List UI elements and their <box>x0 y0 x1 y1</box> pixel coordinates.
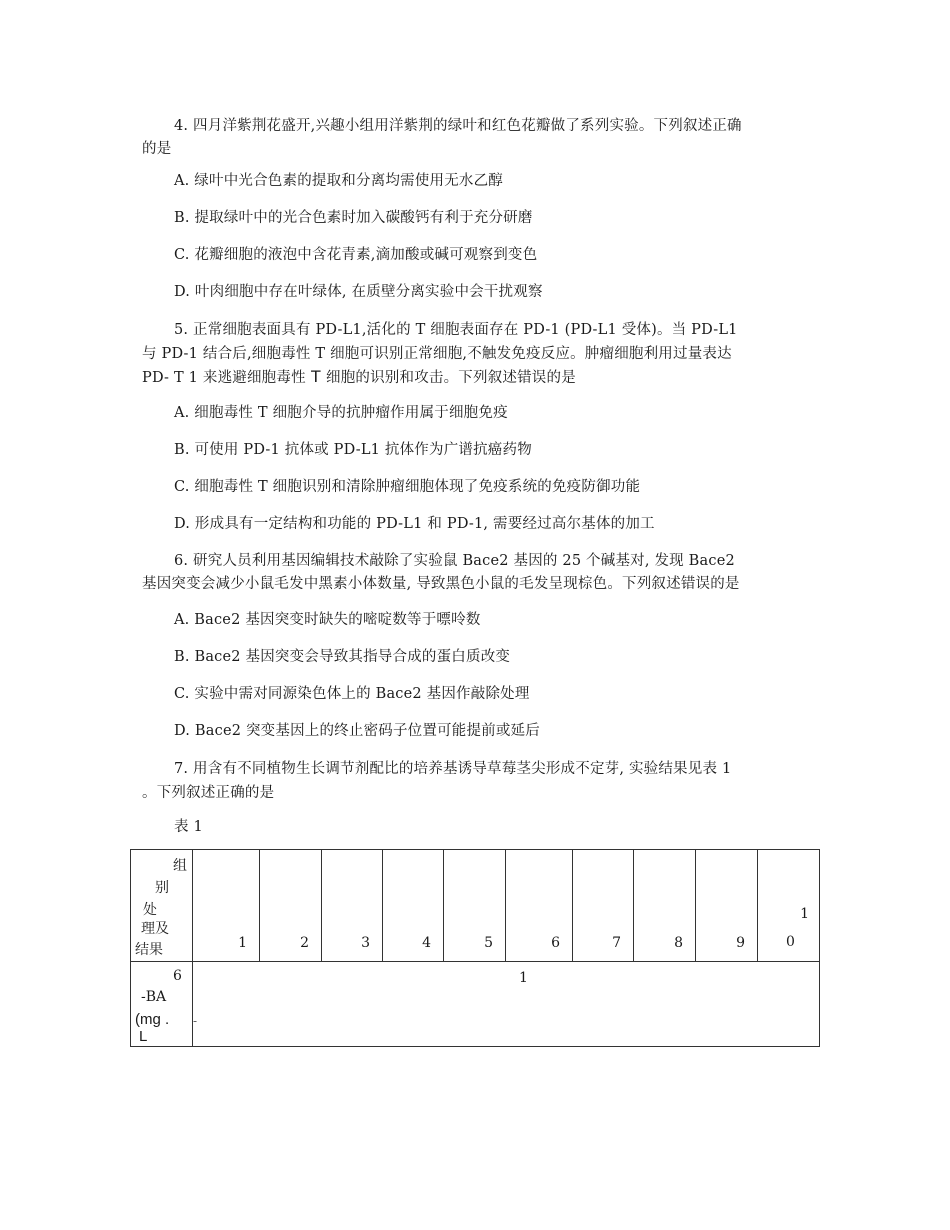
header-label-line4: 理及 <box>141 921 169 937</box>
group-cell-10 <box>758 850 820 962</box>
row-label-line1: 6 <box>173 968 182 984</box>
group-number-10-part2: 0 <box>786 934 795 950</box>
table-row <box>131 962 820 1047</box>
q5-option-a: A. 细胞毒性 T 细胞介导的抗肿瘤作用属于细胞免疫 <box>174 405 508 421</box>
header-label-cell <box>131 850 193 962</box>
group-number: 2 <box>300 935 309 951</box>
q7-stem-line2: 。下列叙述正确的是 <box>142 785 275 801</box>
group-cell <box>322 850 383 962</box>
group-cell <box>444 850 506 962</box>
row-label-line2: -BA <box>141 989 167 1005</box>
header-label-line2: 别 <box>155 880 169 896</box>
q5-stem-line3-part-b: 细胞的识别和攻击。下列叙述错误的是 <box>321 370 576 386</box>
q6-stem-line1: 6. 研究人员利用基因编辑技术敲除了实验鼠 Bace2 基因的 25 个碱基对, 发现 Bace2 <box>174 553 735 569</box>
q5-stem-line3-big-t: T <box>310 367 322 386</box>
q4-option-b: B. 提取绿叶中的光合色素时加入碳酸钙有利于充分研磨 <box>174 210 533 226</box>
row-label-line3: (mg . <box>135 1011 170 1028</box>
header-label-line1: 组 <box>173 858 187 874</box>
group-number: 5 <box>484 935 493 951</box>
group-cell <box>383 850 444 962</box>
group-number: 1 <box>238 935 247 951</box>
header-label-line5: 结果 <box>135 942 163 958</box>
row-value: 1 <box>519 970 528 986</box>
q5-option-b: B. 可使用 PD-1 抗体或 PD-L1 抗体作为广谱抗癌药物 <box>174 442 532 458</box>
group-cell <box>634 850 696 962</box>
group-cell <box>506 850 573 962</box>
q4-stem-line1: 4. 四月洋紫荆花盛开,兴趣小组用洋紫荆的绿叶和红色花瓣做了系列实验。下列叙述正确 <box>174 118 742 134</box>
q6-option-a: A. Bace2 基因突变时缺失的嘧啶数等于嘌呤数 <box>174 612 481 628</box>
group-cell <box>193 850 260 962</box>
group-number: 7 <box>612 935 621 951</box>
row-label-line4: L <box>139 1028 148 1045</box>
q6-stem-line2: 基因突变会减少小鼠毛发中黑素小体数量, 导致黑色小鼠的毛发呈现棕色。下列叙述错误的是 <box>142 576 740 592</box>
row-value-cell <box>193 962 820 1047</box>
group-number: 6 <box>551 935 560 951</box>
group-cell <box>696 850 758 962</box>
q4-option-d: D. 叶肉细胞中存在叶绿体, 在质壁分离实验中会干扰观察 <box>174 284 543 300</box>
q5-stem-line2: 与 PD-1 结合后,细胞毒性 T 细胞可识别正常细胞,不触发免疫反应。肿瘤细胞利用过量表达 <box>142 346 732 362</box>
q5-option-c: C. 细胞毒性 T 细胞识别和清除肿瘤细胞体现了免疫系统的免疫防御功能 <box>174 479 641 495</box>
q6-option-b: B. Bace2 基因突变会导致其指导合成的蛋白质改变 <box>174 649 511 665</box>
group-cell <box>573 850 634 962</box>
q4-stem-line2: 的是 <box>142 141 172 157</box>
group-number-10-part1: 1 <box>800 906 809 922</box>
header-label-line3: 处 <box>143 902 157 918</box>
q6-option-c: C. 实验中需对同源染色体上的 Bace2 基因作敲除处理 <box>174 686 530 702</box>
row-label-cell <box>131 962 193 1047</box>
q5-stem-line3 <box>142 367 576 388</box>
group-number: 8 <box>674 935 683 951</box>
group-number: 9 <box>736 935 745 951</box>
q5-option-d: D. 形成具有一定结构和功能的 PD-L1 和 PD-1, 需要经过高尔基体的加工 <box>174 516 655 532</box>
q7-stem-line1: 7. 用含有不同植物生长调节剂配比的培养基诱导草莓茎尖形成不定芽, 实验结果见表 1 <box>174 761 732 777</box>
q4-option-c: C. 花瓣细胞的液泡中含花青素,滴加酸或碱可观察到变色 <box>174 247 538 263</box>
table-header-row <box>131 850 820 962</box>
row-dash: - <box>193 1014 198 1028</box>
q4-option-a: A. 绿叶中光合色素的提取和分离均需使用无水乙醇 <box>174 173 503 189</box>
group-cell <box>260 850 322 962</box>
group-number: 3 <box>361 935 370 951</box>
results-table <box>130 849 820 1047</box>
q5-stem-line1: 5. 正常细胞表面具有 PD-L1,活化的 T 细胞表面存在 PD-1 (PD-L1 受体)。当 PD-L1 <box>174 322 738 338</box>
group-number: 4 <box>422 935 431 951</box>
q5-stem-line3-part-a: PD- T 1 来逃避细胞毒性 <box>142 370 311 386</box>
table-caption: 表 1 <box>174 819 203 835</box>
q6-option-d: D. Bace2 突变基因上的终止密码子位置可能提前或延后 <box>174 723 540 739</box>
